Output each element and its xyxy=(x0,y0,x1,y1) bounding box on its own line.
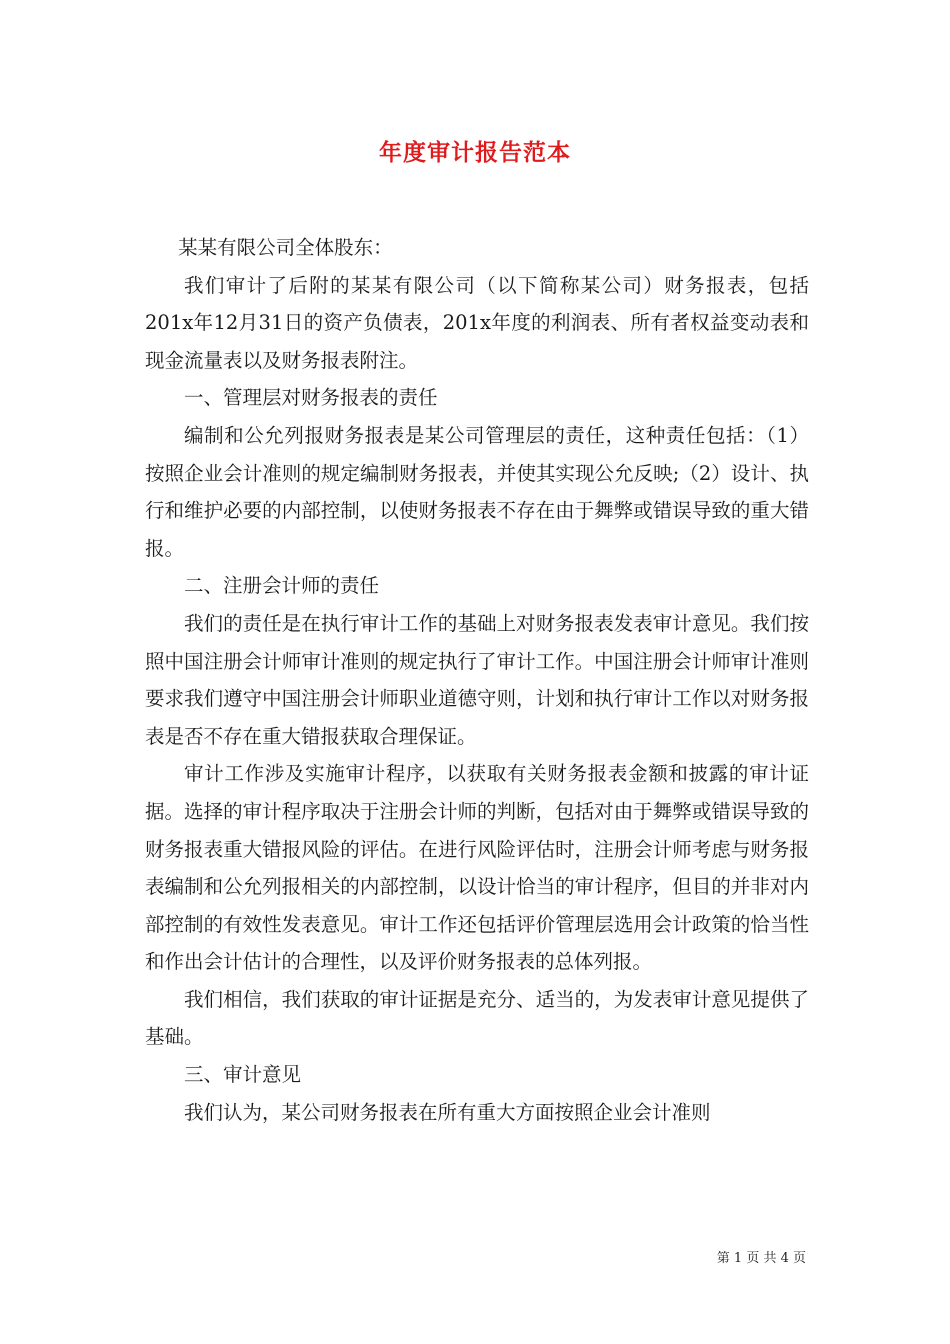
management-responsibility-paragraph: 编制和公允列报财务报表是某公司管理层的责任，这种责任包括：（1）按照企业会计准则的规定编制财务报表，并使其实现公允反映;（2）设计、执行和维护必要的内部控制，以使财务报表不存在由于舞弊或错误导致的重大错报。 xyxy=(145,423,809,560)
section-heading-management: 一、管理层对财务报表的责任 xyxy=(184,386,438,410)
opinion-paragraph: 我们认为，某公司财务报表在所有重大方面按照企业会计准则 xyxy=(184,1100,711,1124)
section-heading-auditor: 二、注册会计师的责任 xyxy=(184,574,380,598)
salutation: 某某有限公司全体股东： xyxy=(178,236,393,259)
audit-procedures-paragraph: 审计工作涉及实施审计程序，以获取有关财务报表金额和披露的审计证据。选择的审计程序取决于注册会计师的判断，包括对由于舞弊或错误导致的财务报表重大错报风险的评估。在进行风险评估时，注册会计师考虑与财务报表编制和公允列报相关的内部控制，以设计恰当的审计程序，但目的并非对内部控制的有效性发表意见。审计工作还包括评价管理层选用会计政策的恰当性和作出会计估计的合理性，以及评价财务报表的总体列报。 xyxy=(145,762,809,974)
document-title: 年度审计报告范本 xyxy=(379,139,571,166)
section-heading-opinion: 三、审计意见 xyxy=(184,1063,302,1087)
intro-paragraph: 我们审计了后附的某某有限公司（以下简称某公司）财务报表，包括201x年12月31日的资产负债表，201x年度的利润表、所有者权益变动表和现金流量表以及财务报表附注。 xyxy=(145,273,809,372)
page-number-footer: 第 1 页 共 4 页 xyxy=(716,1251,806,1266)
document-body xyxy=(145,229,809,1131)
audit-evidence-paragraph: 我们相信，我们获取的审计证据是充分、适当的，为发表审计意见提供了基础。 xyxy=(145,987,809,1049)
auditor-responsibility-paragraph: 我们的责任是在执行审计工作的基础上对财务报表发表审计意见。我们按照中国注册会计师审计准则的规定执行了审计工作。中国注册会计师审计准则要求我们遵守中国注册会计师职业道德守则，计划和执行审计工作以对财务报表是否不存在重大错报获取合理保证。 xyxy=(145,611,809,748)
